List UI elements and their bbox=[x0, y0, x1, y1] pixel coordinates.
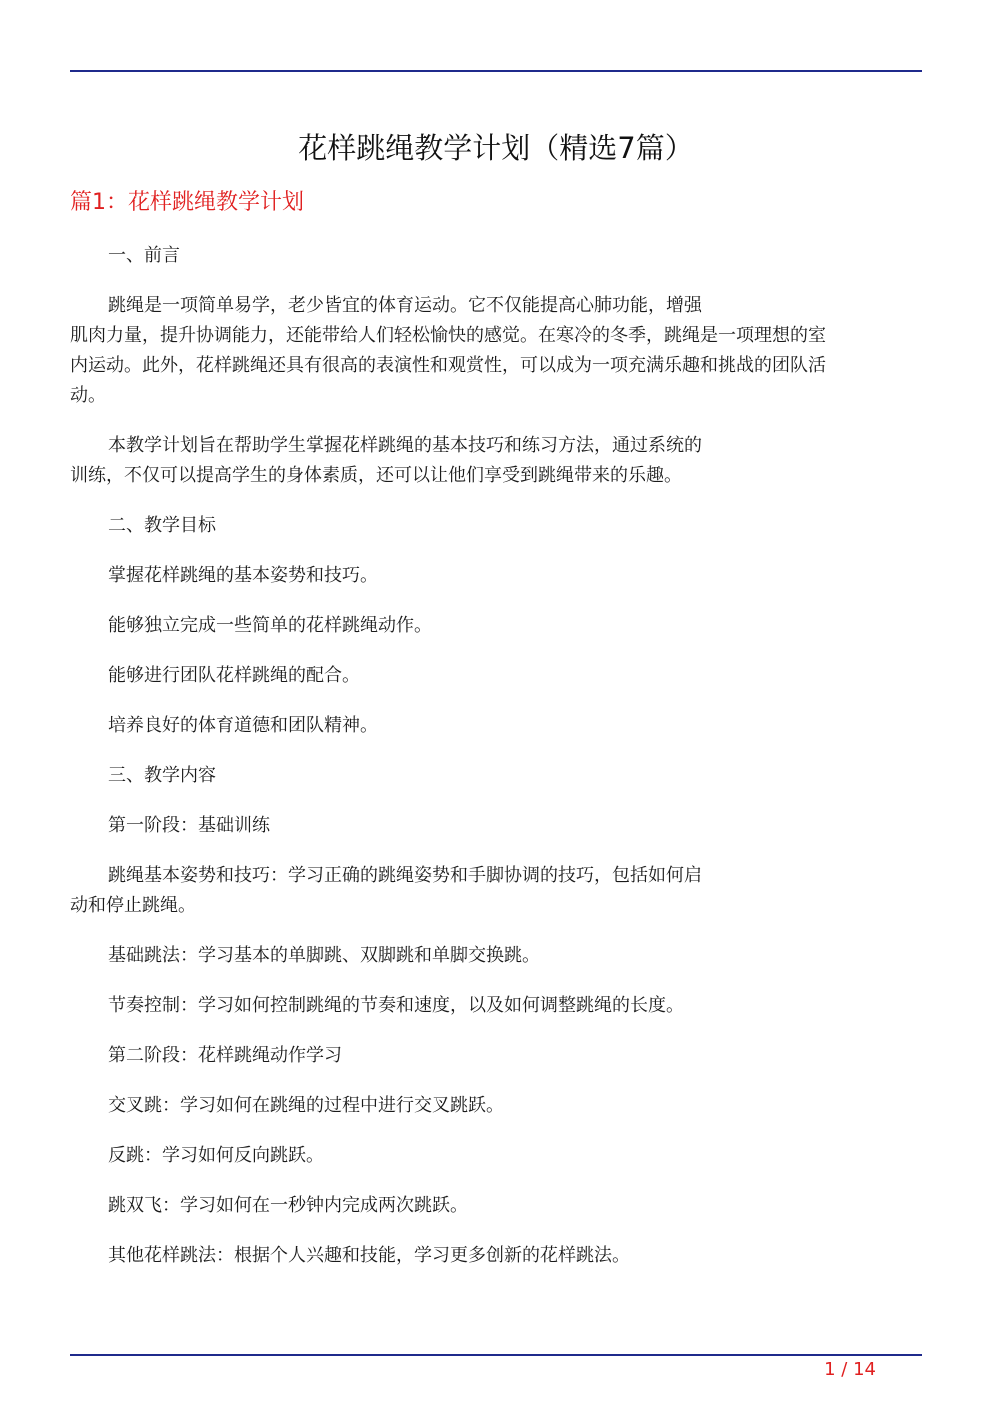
text-line: 其他花样跳法：根据个人兴趣和技能，学习更多创新的花样跳法。 bbox=[108, 1245, 630, 1266]
paragraph bbox=[70, 761, 920, 791]
text-line: 第一阶段：基础训练 bbox=[108, 815, 270, 836]
text-line: 跳绳基本姿势和技巧：学习正确的跳绳姿势和手脚协调的技巧，包括如何启 bbox=[108, 865, 702, 886]
paragraph bbox=[70, 1191, 920, 1221]
text-line: 掌握花样跳绳的基本姿势和技巧。 bbox=[108, 565, 378, 586]
paragraph bbox=[70, 811, 920, 841]
paragraph bbox=[70, 711, 920, 741]
text-line: 培养良好的体育道德和团队精神。 bbox=[108, 715, 378, 736]
paragraph bbox=[70, 1041, 920, 1071]
footer-rule bbox=[70, 1354, 922, 1356]
text-line: 能够独立完成一些简单的花样跳绳动作。 bbox=[108, 615, 432, 636]
text-line: 基础跳法：学习基本的单脚跳、双脚跳和单脚交换跳。 bbox=[108, 945, 540, 966]
text-line: 反跳：学习如何反向跳跃。 bbox=[108, 1145, 324, 1166]
paragraph bbox=[70, 661, 920, 691]
text-line: 交叉跳：学习如何在跳绳的过程中进行交叉跳跃。 bbox=[108, 1095, 504, 1116]
text-line: 一、前言 bbox=[108, 245, 180, 266]
paragraph bbox=[70, 991, 920, 1021]
text-line: 本教学计划旨在帮助学生掌握花样跳绳的基本技巧和练习方法，通过系统的 bbox=[108, 435, 702, 456]
text-line: 二、教学目标 bbox=[108, 515, 216, 536]
paragraph bbox=[70, 241, 920, 271]
paragraph bbox=[70, 1141, 920, 1171]
text-line: 跳绳是一项简单易学，老少皆宜的体育运动。它不仅能提高心肺功能，增强 bbox=[108, 295, 702, 316]
text-line: 训练，不仅可以提高学生的身体素质，还可以让他们享受到跳绳带来的乐趣。 bbox=[70, 465, 682, 486]
paragraph bbox=[70, 941, 920, 971]
header-rule bbox=[70, 70, 922, 72]
paragraph bbox=[70, 1091, 920, 1121]
text-line: 跳双飞：学习如何在一秒钟内完成两次跳跃。 bbox=[108, 1195, 468, 1216]
paragraph bbox=[70, 291, 920, 411]
section-heading: 篇1：花样跳绳教学计划 bbox=[70, 190, 304, 215]
paragraph bbox=[70, 611, 920, 641]
text-line: 动和停止跳绳。 bbox=[70, 895, 196, 916]
paragraph bbox=[70, 861, 920, 921]
text-line: 三、教学内容 bbox=[108, 765, 216, 786]
text-line: 肌肉力量，提升协调能力，还能带给人们轻松愉快的感觉。在寒冷的冬季，跳绳是一项理想的室 bbox=[70, 325, 826, 346]
paragraph bbox=[70, 431, 920, 491]
paragraph bbox=[70, 1241, 920, 1271]
text-line: 节奏控制：学习如何控制跳绳的节奏和速度，以及如何调整跳绳的长度。 bbox=[108, 995, 684, 1016]
text-line: 能够进行团队花样跳绳的配合。 bbox=[108, 665, 360, 686]
page-number: 1 / 14 bbox=[824, 1359, 876, 1380]
document-body bbox=[70, 241, 920, 1291]
paragraph bbox=[70, 561, 920, 591]
document-title: 花样跳绳教学计划（精选7篇） bbox=[298, 131, 694, 165]
text-line: 动。 bbox=[70, 385, 106, 406]
paragraph bbox=[70, 511, 920, 541]
text-line: 内运动。此外，花样跳绳还具有很高的表演性和观赏性，可以成为一项充满乐趣和挑战的团队活 bbox=[70, 355, 826, 376]
text-line: 第二阶段：花样跳绳动作学习 bbox=[108, 1045, 342, 1066]
